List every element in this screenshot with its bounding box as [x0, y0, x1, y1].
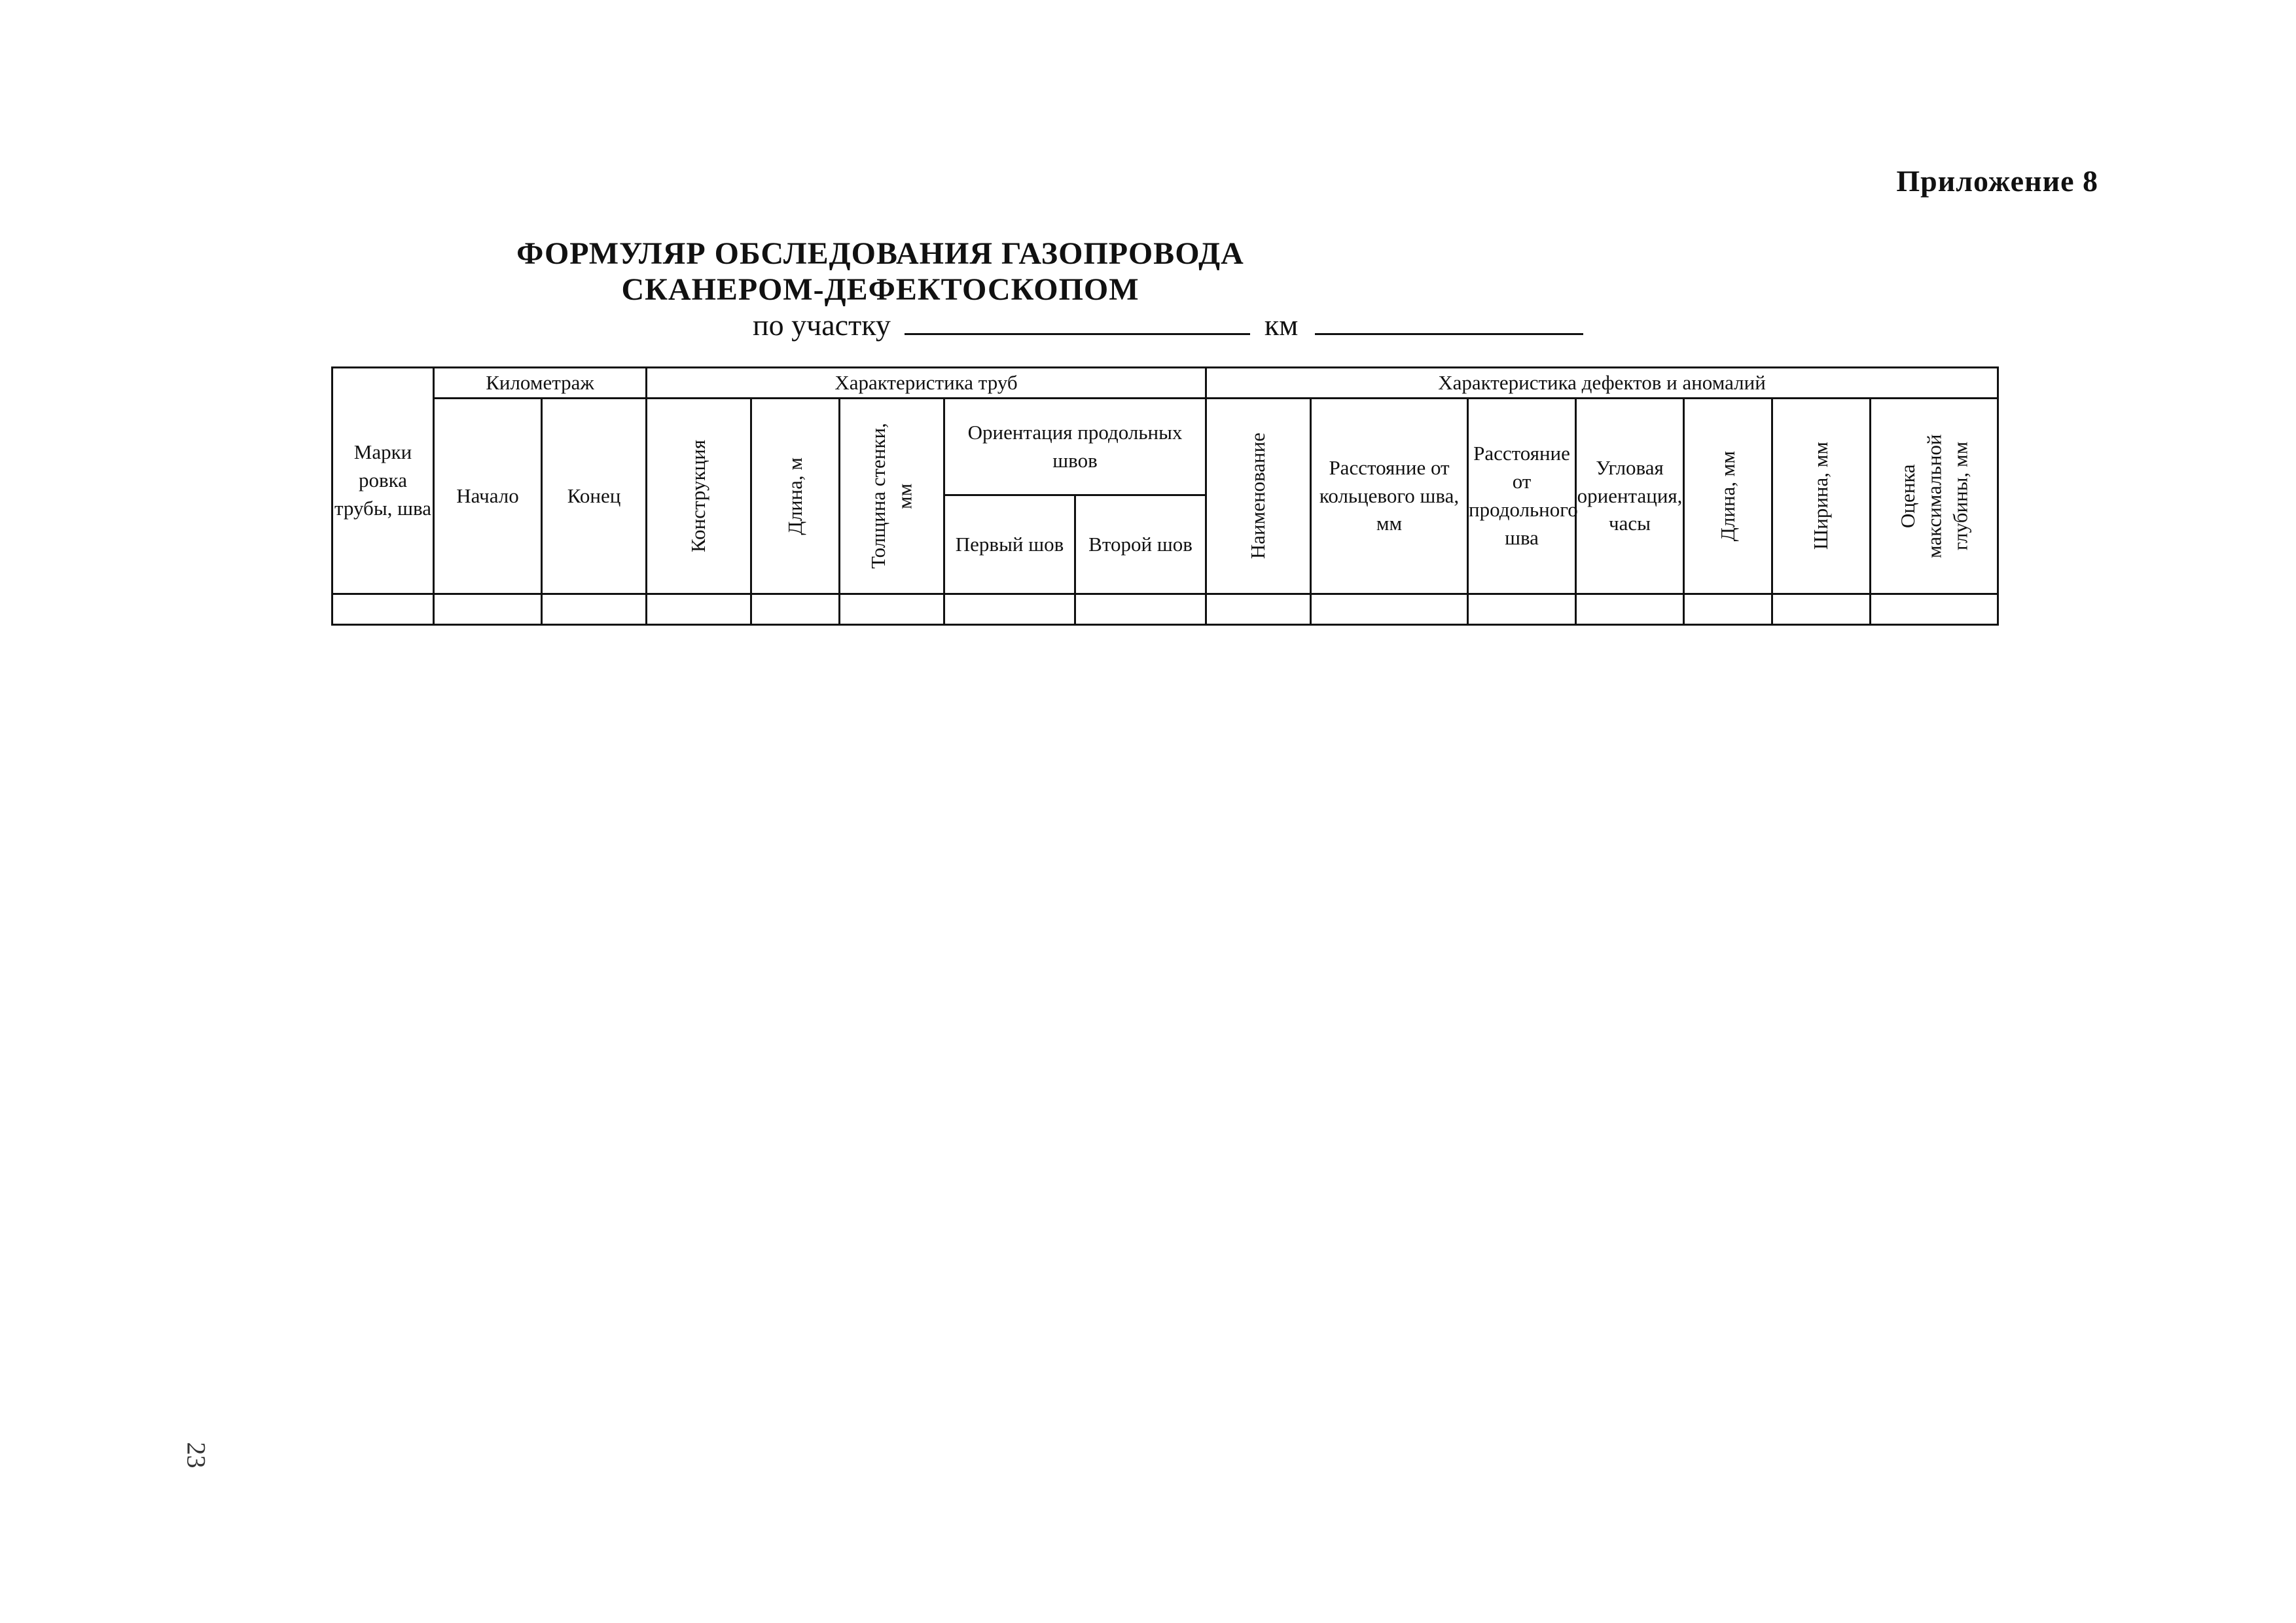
header-pipe-characteristics: Характеристика труб — [647, 368, 1206, 399]
document-title-line-2: СКАНЕРОМ-ДЕФЕКТОСКОПОМ — [621, 272, 1139, 307]
cell-length-mm[interactable] — [1684, 594, 1772, 625]
header-kilometrage: Километраж — [434, 368, 647, 399]
header-marking: Марки ровка трубы, шва — [332, 368, 434, 594]
km-label: км — [1264, 308, 1299, 342]
header-dist-long-weld: Расстояние от продольного шва — [1468, 399, 1576, 594]
cell-dist-long-weld[interactable] — [1468, 594, 1576, 625]
cell-name[interactable] — [1206, 594, 1311, 625]
header-length-mm: Длина, мм — [1684, 399, 1772, 594]
cell-first-seam[interactable] — [944, 594, 1075, 625]
header-dist-ring-weld: Расстояние от кольцевого шва, мм — [1311, 399, 1468, 594]
header-construction: Конструкция — [647, 399, 751, 594]
section-blank-field[interactable] — [905, 310, 1250, 335]
cell-second-seam[interactable] — [1075, 594, 1206, 625]
document-title-line-1: ФОРМУЛЯР ОБСЛЕДОВАНИЯ ГАЗОПРОВОДА — [516, 236, 1244, 271]
header-start: Начало — [434, 399, 542, 594]
cell-end[interactable] — [542, 594, 647, 625]
header-max-depth: Оценка максимальной глубины, мм — [1871, 399, 1998, 594]
cell-start[interactable] — [434, 594, 542, 625]
section-line — [753, 308, 1583, 342]
appendix-label: Приложение 8 — [1896, 164, 2098, 198]
cell-width-mm[interactable] — [1772, 594, 1871, 625]
cell-dist-ring-weld[interactable] — [1311, 594, 1468, 625]
header-end: Конец — [542, 399, 647, 594]
header-width-mm: Ширина, мм — [1772, 399, 1871, 594]
header-defect-characteristics: Характеристика дефектов и аномалий — [1206, 368, 1998, 399]
page-number: 23 — [181, 1442, 211, 1469]
header-wall-thickness: Толщина стенки, мм — [840, 399, 944, 594]
header-first-seam: Первый шов — [944, 495, 1075, 594]
cell-wall-thickness[interactable] — [840, 594, 944, 625]
cell-length-m[interactable] — [751, 594, 840, 625]
section-label: по участку — [753, 308, 891, 342]
cell-max-depth[interactable] — [1871, 594, 1998, 625]
header-angular-orientation: Угловая ориентация, часы — [1576, 399, 1684, 594]
header-second-seam: Второй шов — [1075, 495, 1206, 594]
cell-angular-orientation[interactable] — [1576, 594, 1684, 625]
header-seam-orientation: Ориентация продольных швов — [944, 399, 1206, 495]
header-length-m: Длина, м — [751, 399, 840, 594]
cell-construction[interactable] — [647, 594, 751, 625]
header-name: Наименование — [1206, 399, 1311, 594]
survey-form-table — [331, 366, 1999, 626]
km-blank-field[interactable] — [1315, 310, 1583, 335]
cell-marking[interactable] — [332, 594, 434, 625]
table-row — [332, 594, 1998, 625]
